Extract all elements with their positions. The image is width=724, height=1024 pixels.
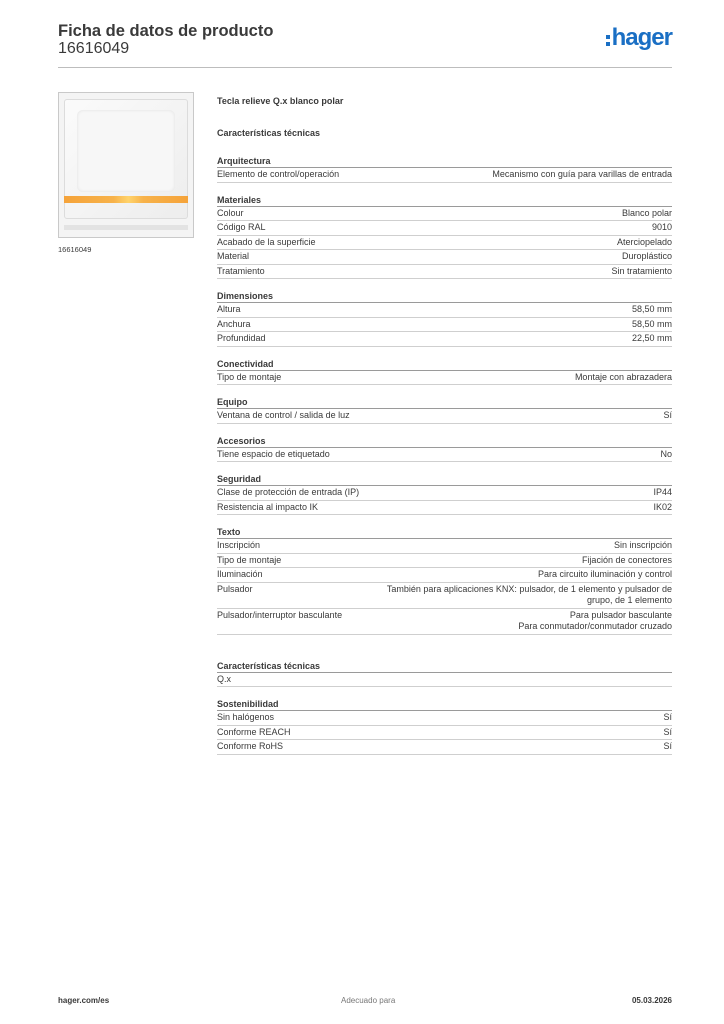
spec-section — [217, 357, 672, 386]
product-image — [58, 92, 194, 238]
technical-characteristics-heading: Características técnicas — [217, 128, 321, 138]
spec-section — [217, 193, 672, 280]
footer-website: hager.com/es — [58, 996, 110, 1005]
section-title: Dimensiones — [217, 289, 672, 303]
spec-row — [217, 265, 672, 280]
product-name: Tecla relieve Q.x blanco polar — [217, 96, 344, 106]
spec-value: Sí — [663, 712, 672, 722]
spec-label: Colour — [217, 207, 244, 218]
spec-label: Elemento de control/operación — [217, 169, 340, 179]
spec-value: Mecanismo con guía para varillas de entrada — [492, 169, 672, 179]
spec-row — [217, 711, 672, 726]
spec-row — [217, 501, 672, 516]
spec-row — [217, 673, 672, 688]
spec-section — [217, 472, 672, 515]
spec-label: Inscripción — [217, 540, 261, 550]
product-code: 16616049 — [58, 40, 130, 57]
spec-label: Altura — [217, 304, 241, 314]
spec-row — [217, 409, 672, 424]
spec-value: Sí — [663, 410, 672, 420]
spec-label: Tipo de montaje — [217, 554, 282, 565]
spec-label: Acabado de la superficie — [217, 236, 316, 247]
spec-row — [217, 250, 672, 265]
spec-section — [217, 434, 672, 463]
spec-value: IP44 — [653, 487, 672, 497]
logo-dots-icon — [606, 35, 610, 46]
spec-section — [217, 289, 672, 347]
document-header — [58, 20, 672, 68]
hager-logo — [606, 24, 672, 52]
spec-row — [217, 583, 672, 609]
spec-row — [217, 539, 672, 554]
spec-value: Sin inscripción — [613, 540, 672, 550]
spec-row — [217, 303, 672, 318]
spec-value: Para pulsador basculante Para conmutador/conmutador cruzado — [518, 609, 672, 631]
spec-row — [217, 486, 672, 501]
spec-sections — [217, 154, 672, 755]
spec-value: 58,50 mm — [631, 318, 672, 329]
spec-row — [217, 236, 672, 251]
spec-value: 22,50 mm — [631, 333, 672, 343]
spec-section — [217, 697, 672, 755]
section-title: Sostenibilidad — [217, 697, 672, 711]
spec-value: Aterciopelado — [616, 236, 672, 247]
spec-value: Sí — [663, 726, 672, 737]
section-title: Seguridad — [217, 472, 672, 486]
spec-value: Duroplástico — [621, 251, 672, 261]
spec-label: Tiene espacio de etiquetado — [217, 448, 330, 459]
spec-label: Código RAL — [217, 222, 266, 232]
section-title: Conectividad — [217, 357, 672, 371]
spec-row — [217, 568, 672, 583]
light-strip-picture — [64, 196, 188, 203]
spec-row — [217, 221, 672, 236]
spec-value: 9010 — [651, 222, 672, 232]
spec-label: Clase de protección de entrada (IP) — [217, 487, 360, 497]
section-title: Características técnicas — [217, 659, 672, 673]
section-title: Accesorios — [217, 434, 672, 448]
spec-value: IK02 — [653, 501, 672, 512]
spec-row — [217, 371, 672, 386]
logo-text: hager — [611, 24, 672, 51]
document-title: Ficha de datos de producto — [58, 22, 274, 40]
spec-value: Blanco polar — [621, 207, 672, 218]
spec-row — [217, 740, 672, 755]
spec-value: Montaje con abrazadera — [574, 371, 672, 382]
spec-row — [217, 207, 672, 222]
section-title: Equipo — [217, 395, 672, 409]
spec-value: Fijación de conectores — [581, 554, 672, 565]
spec-label: Conforme REACH — [217, 726, 291, 737]
spec-label: Profundidad — [217, 333, 266, 343]
section-title: Texto — [217, 525, 672, 539]
section-title: Arquitectura — [217, 154, 672, 168]
spec-section — [217, 659, 672, 688]
spec-row — [217, 726, 672, 741]
document-footer — [58, 996, 672, 1008]
spec-value: Sin tratamiento — [611, 265, 672, 276]
specifications — [217, 96, 672, 765]
spec-label: Material — [217, 251, 250, 261]
spec-label: Iluminación — [217, 569, 263, 579]
spec-section — [217, 525, 672, 635]
spec-label: Conforme RoHS — [217, 741, 284, 751]
spec-value: No — [660, 448, 672, 459]
spec-value: Sí — [663, 741, 672, 751]
spec-label: Anchura — [217, 318, 251, 329]
spec-row — [217, 609, 672, 635]
spec-section — [217, 154, 672, 183]
spec-label: Resistencia al impacto IK — [217, 501, 319, 512]
spec-row — [217, 332, 672, 347]
spec-label: Ventana de control / salida de luz — [217, 410, 350, 420]
footer-suitable-for: Adecuado para — [341, 996, 396, 1005]
spec-label: Tratamiento — [217, 265, 265, 276]
spec-value: También para aplicaciones KNX: pulsador, de 1 elemento y pulsador de grupo, de 1 elemento — [386, 583, 672, 605]
spec-row — [217, 448, 672, 463]
spec-row — [217, 554, 672, 569]
spec-label: Q.x — [217, 673, 232, 684]
image-caption: 16616049 — [58, 245, 92, 254]
spec-row — [217, 318, 672, 333]
spec-label: Pulsador — [217, 583, 253, 594]
spec-section — [217, 395, 672, 424]
spec-value: 58,50 mm — [631, 304, 672, 314]
section-title: Materiales — [217, 193, 672, 207]
footer-date: 05.03.2026 — [631, 996, 672, 1005]
spec-value: Para circuito iluminación y control — [537, 569, 672, 579]
spec-label: Sin halógenos — [217, 712, 275, 722]
spec-label: Tipo de montaje — [217, 371, 282, 382]
spec-row — [217, 168, 672, 183]
spec-label: Pulsador/interruptor basculante — [217, 609, 343, 620]
